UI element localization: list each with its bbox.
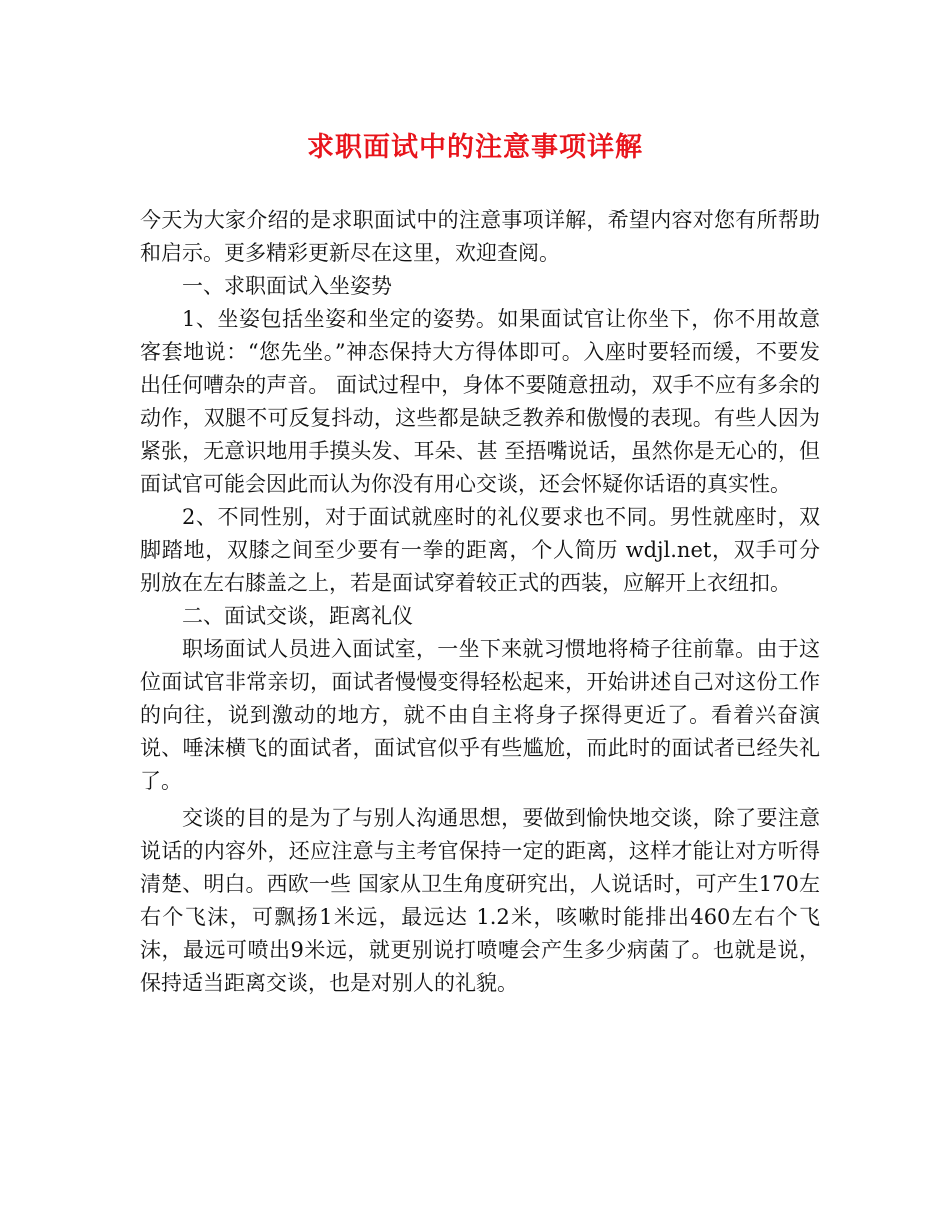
intro-paragraph: 今天为大家介绍的是求职面试中的注意事项详解，希望内容对您有所帮助和启示。更多精彩更新尽在这里，欢迎查阅。	[140, 208, 820, 265]
section-heading-1: 一、求职面试入坐姿势	[182, 274, 392, 298]
paragraph-sitting-posture: 1、坐姿包括坐姿和坐定的姿势。如果面试官让你坐下，你不用故意客套地说：“您先坐。”神态保持大方得体即可。入座时要轻而缓，不要发出任何嘈杂的声音。 面试过程中，身体不要随意扭动，双手不应有多余的动作，双腿不可反复抖动，这些都是缺乏教养和傲慢的表现。有些人因为紧张，无意识地用手摸头发、耳朵、甚 至捂嘴说话，虽然你是无心的，但面试官可能会因此而认为你没有用心交谈，还会怀疑你话语的真实性。	[140, 307, 820, 496]
paragraph-distance-etiquette: 交谈的目的是为了与别人沟通思想，要做到愉快地交谈，除了要注意说话的内容外，还应注意与主考官保持一定的距离，这样才能让对方听得清楚、明白。西欧一些 国家从卫生角度研究出，人说话时，可产生170左右个飞沫，可飘扬1米远，最远达 1.2米，咳嗽时能排出460左右个飞沫，最远可喷出9米远，就更别说打喷嚏会产生多少病菌了。也就是说，保持适当距离交谈，也是对别人的礼貌。	[140, 806, 820, 995]
paragraph-gender-etiquette: 2、不同性别，对于面试就座时的礼仪要求也不同。男性就座时，双脚踏地，双膝之间至少要有一拳的距离，个人简历 wdjl.net，双手可分别放在左右膝盖之上，若是面试穿着较正式的西装，应解开上衣纽扣。	[140, 505, 820, 595]
document-title: 求职面试中的注意事项详解	[307, 132, 643, 163]
paragraph-interview-story: 职场面试人员进入面试室，一坐下来就习惯地将椅子往前靠。由于这位面试官非常亲切，面试者慢慢变得轻松起来，开始讲述自己对这份工作的向往，说到激动的地方，就不由自主将身子探得更近了。看着兴奋演说、唾沫横飞的面试者，面试官似乎有些尴尬，而此时的面试者已经失礼了。	[140, 637, 820, 793]
section-heading-2: 二、面试交谈，距离礼仪	[182, 604, 413, 628]
document-body	[140, 204, 820, 1000]
